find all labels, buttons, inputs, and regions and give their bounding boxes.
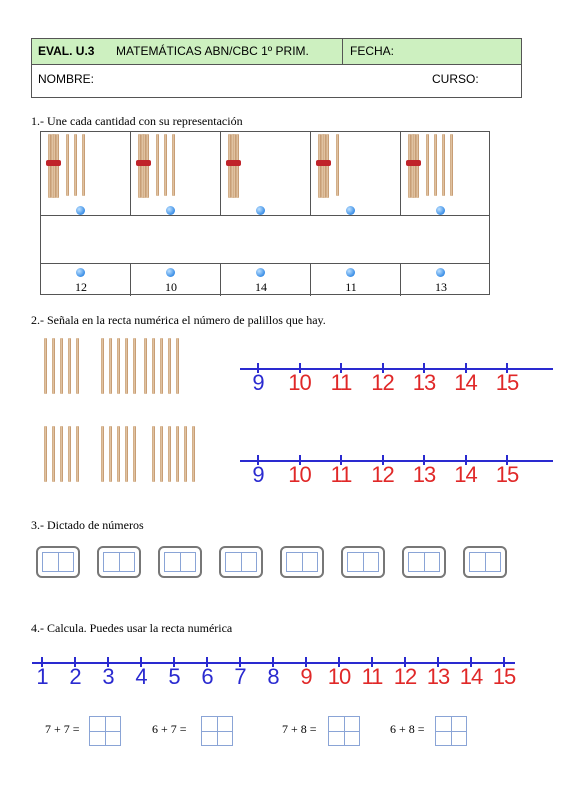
ten-stick-bundle [228, 134, 239, 198]
counting-stick [125, 338, 128, 394]
operation-label: 7 + 8 = [282, 722, 317, 736]
number-line-label[interactable]: 10 [327, 664, 351, 689]
number-line-label[interactable]: 9 [252, 462, 264, 487]
number-line [240, 360, 553, 400]
number-line-label[interactable]: 14 [454, 370, 477, 395]
number-line-label[interactable]: 15 [495, 462, 519, 487]
dictation-box[interactable] [158, 546, 202, 578]
digit-cell[interactable] [104, 553, 120, 571]
dictation-box[interactable] [219, 546, 263, 578]
loose-stick [74, 134, 77, 196]
digit-cell[interactable] [425, 553, 440, 571]
stick [326, 134, 329, 198]
stick [146, 134, 149, 198]
operation-label: 6 + 7 = [152, 722, 187, 736]
counting-stick [44, 426, 47, 482]
dictation-box-inner [164, 552, 196, 572]
digit-cell[interactable] [226, 553, 242, 571]
match-dot-top[interactable] [76, 206, 85, 215]
fecha-label[interactable]: FECHA: [350, 44, 395, 58]
ten-stick-bundle [48, 134, 59, 198]
digit-cell[interactable] [486, 553, 501, 571]
answer-box[interactable] [435, 716, 467, 746]
q1-col-divider [400, 263, 401, 296]
operation-label: 7 + 7 = [45, 722, 80, 736]
number-line-label[interactable]: 13 [412, 462, 436, 487]
digit-cell[interactable] [409, 553, 425, 571]
counting-stick [76, 426, 79, 482]
dictation-box[interactable] [97, 546, 141, 578]
q1-title: 1.- Une cada cantidad con su representación [31, 114, 243, 128]
header-box [31, 38, 522, 98]
ten-stick-bundle [408, 134, 419, 198]
counting-stick [168, 426, 171, 482]
counting-stick [76, 338, 79, 394]
dictation-box-inner [103, 552, 135, 572]
counting-stick [168, 338, 171, 394]
dictation-box[interactable] [280, 546, 324, 578]
q1-number-label: 13 [435, 280, 447, 294]
match-dot-bottom[interactable] [76, 268, 85, 277]
number-line [240, 452, 553, 492]
counting-stick [109, 338, 112, 394]
q1-col-divider [220, 132, 221, 215]
dictation-box-inner [469, 552, 501, 572]
number-line [32, 654, 515, 694]
q1-col-divider [400, 132, 401, 215]
q1-col-divider [130, 132, 131, 215]
number-line-label[interactable]: 8 [267, 664, 279, 689]
number-line-label[interactable]: 9 [300, 664, 312, 689]
counting-stick [117, 338, 120, 394]
q4-title: 4.- Calcula. Puedes usar la recta numérica [31, 621, 233, 635]
number-line-label[interactable]: 5 [168, 664, 180, 689]
number-line-label[interactable]: 13 [412, 370, 436, 395]
counting-stick [160, 338, 163, 394]
digit-cell[interactable] [242, 553, 257, 571]
counting-stick [101, 338, 104, 394]
match-dot-bottom[interactable] [256, 268, 265, 277]
counting-stick [101, 426, 104, 482]
loose-stick [434, 134, 437, 196]
match-dot-top[interactable] [436, 206, 445, 215]
counting-stick [125, 426, 128, 482]
dictation-box-inner [42, 552, 74, 572]
counting-stick [133, 426, 136, 482]
header-divider [342, 39, 343, 65]
number-line-label[interactable]: 7 [234, 664, 246, 689]
answer-box[interactable] [201, 716, 233, 746]
stick [236, 134, 239, 198]
number-line-label[interactable]: 10 [288, 370, 311, 395]
digit-cell[interactable] [364, 553, 379, 571]
counting-stick [176, 338, 179, 394]
loose-stick [442, 134, 445, 196]
number-line-label[interactable]: 4 [135, 664, 147, 689]
number-line-label[interactable]: 11 [330, 370, 352, 395]
q1-number-label: 14 [255, 280, 267, 294]
eval-label: EVAL. U.3 [38, 44, 95, 58]
digit-cell[interactable] [120, 553, 135, 571]
digit-cell[interactable] [287, 553, 303, 571]
match-dot-bottom[interactable] [436, 268, 445, 277]
match-dot-bottom[interactable] [346, 268, 355, 277]
q1-matching-table [40, 131, 490, 295]
q2-title: 2.- Señala en la recta numérica el número de palillos que hay. [31, 313, 326, 327]
dictation-box-inner [286, 552, 318, 572]
number-line-label[interactable]: 2 [69, 664, 81, 689]
number-line-label[interactable]: 11 [330, 462, 352, 487]
q1-col-divider [310, 132, 311, 215]
digit-cell[interactable] [165, 553, 181, 571]
rubber-band [226, 160, 241, 166]
number-line-label[interactable]: 3 [102, 664, 114, 689]
counting-stick [52, 338, 55, 394]
counting-stick [44, 338, 47, 394]
number-line-label[interactable]: 13 [426, 664, 450, 689]
ten-stick-bundle [138, 134, 149, 198]
counting-stick [192, 426, 195, 482]
number-line-label[interactable]: 12 [371, 462, 394, 487]
digit-cell[interactable] [303, 553, 318, 571]
match-dot-top[interactable] [256, 206, 265, 215]
dictation-box-inner [408, 552, 440, 572]
number-line-label[interactable]: 15 [495, 370, 519, 395]
operation-label: 6 + 8 = [390, 722, 425, 736]
counting-stick [109, 426, 112, 482]
counting-stick [144, 338, 147, 394]
number-line-label[interactable]: 12 [393, 664, 417, 689]
q1-col-divider [310, 263, 311, 296]
number-line-label[interactable]: 6 [201, 664, 213, 689]
counting-stick [133, 338, 136, 394]
number-line-label[interactable]: 11 [361, 664, 383, 689]
loose-stick [156, 134, 159, 196]
rubber-band [46, 160, 61, 166]
counting-stick [52, 426, 55, 482]
answer-box[interactable] [89, 716, 121, 746]
dictation-box[interactable] [36, 546, 80, 578]
digit-cell[interactable] [470, 553, 486, 571]
dictation-box-inner [225, 552, 257, 572]
match-dot-top[interactable] [166, 206, 175, 215]
rubber-band [136, 160, 151, 166]
loose-stick [164, 134, 167, 196]
digit-cell[interactable] [43, 553, 59, 571]
dictation-box-inner [347, 552, 379, 572]
q1-col-divider [220, 263, 221, 296]
digit-cell[interactable] [181, 553, 196, 571]
q1-number-label: 10 [165, 280, 177, 294]
q1-row-divider [41, 263, 489, 264]
counting-stick [176, 426, 179, 482]
number-line-label[interactable]: 1 [36, 664, 48, 689]
counting-stick [152, 338, 155, 394]
number-line-label[interactable]: 9 [252, 370, 264, 395]
counting-stick [184, 426, 187, 482]
match-dot-top[interactable] [346, 206, 355, 215]
match-dot-bottom[interactable] [166, 268, 175, 277]
counting-stick [60, 426, 63, 482]
subject-label: MATEMÁTICAS ABN/CBC 1º PRIM. [116, 44, 309, 58]
q3-title: 3.- Dictado de números [31, 518, 144, 532]
stick [56, 134, 59, 198]
dictation-box[interactable] [463, 546, 507, 578]
stick [416, 134, 419, 198]
number-line-label[interactable]: 14 [454, 462, 477, 487]
loose-stick [426, 134, 429, 196]
ten-stick-bundle [318, 134, 329, 198]
loose-stick [336, 134, 339, 196]
nombre-label[interactable]: NOMBRE: [38, 72, 95, 86]
digit-cell[interactable] [59, 553, 74, 571]
rubber-band [316, 160, 331, 166]
q1-number-label: 12 [75, 280, 87, 294]
number-line-label[interactable]: 14 [459, 664, 483, 689]
q1-row-divider [41, 215, 489, 216]
curso-label[interactable]: CURSO: [432, 72, 479, 86]
counting-stick [60, 338, 63, 394]
answer-box[interactable] [328, 716, 360, 746]
number-line-label[interactable]: 10 [288, 462, 311, 487]
loose-stick [450, 134, 453, 196]
loose-stick [82, 134, 85, 196]
counting-stick [152, 426, 155, 482]
loose-stick [66, 134, 69, 196]
counting-stick [160, 426, 163, 482]
loose-stick [172, 134, 175, 196]
number-line-label[interactable]: 15 [492, 664, 516, 689]
counting-stick [68, 426, 71, 482]
q1-number-label: 11 [345, 280, 357, 294]
q1-col-divider [130, 263, 131, 296]
dictation-box[interactable] [341, 546, 385, 578]
counting-stick [68, 338, 71, 394]
number-line-label[interactable]: 12 [371, 370, 394, 395]
rubber-band [406, 160, 421, 166]
counting-stick [117, 426, 120, 482]
dictation-box[interactable] [402, 546, 446, 578]
digit-cell[interactable] [348, 553, 364, 571]
